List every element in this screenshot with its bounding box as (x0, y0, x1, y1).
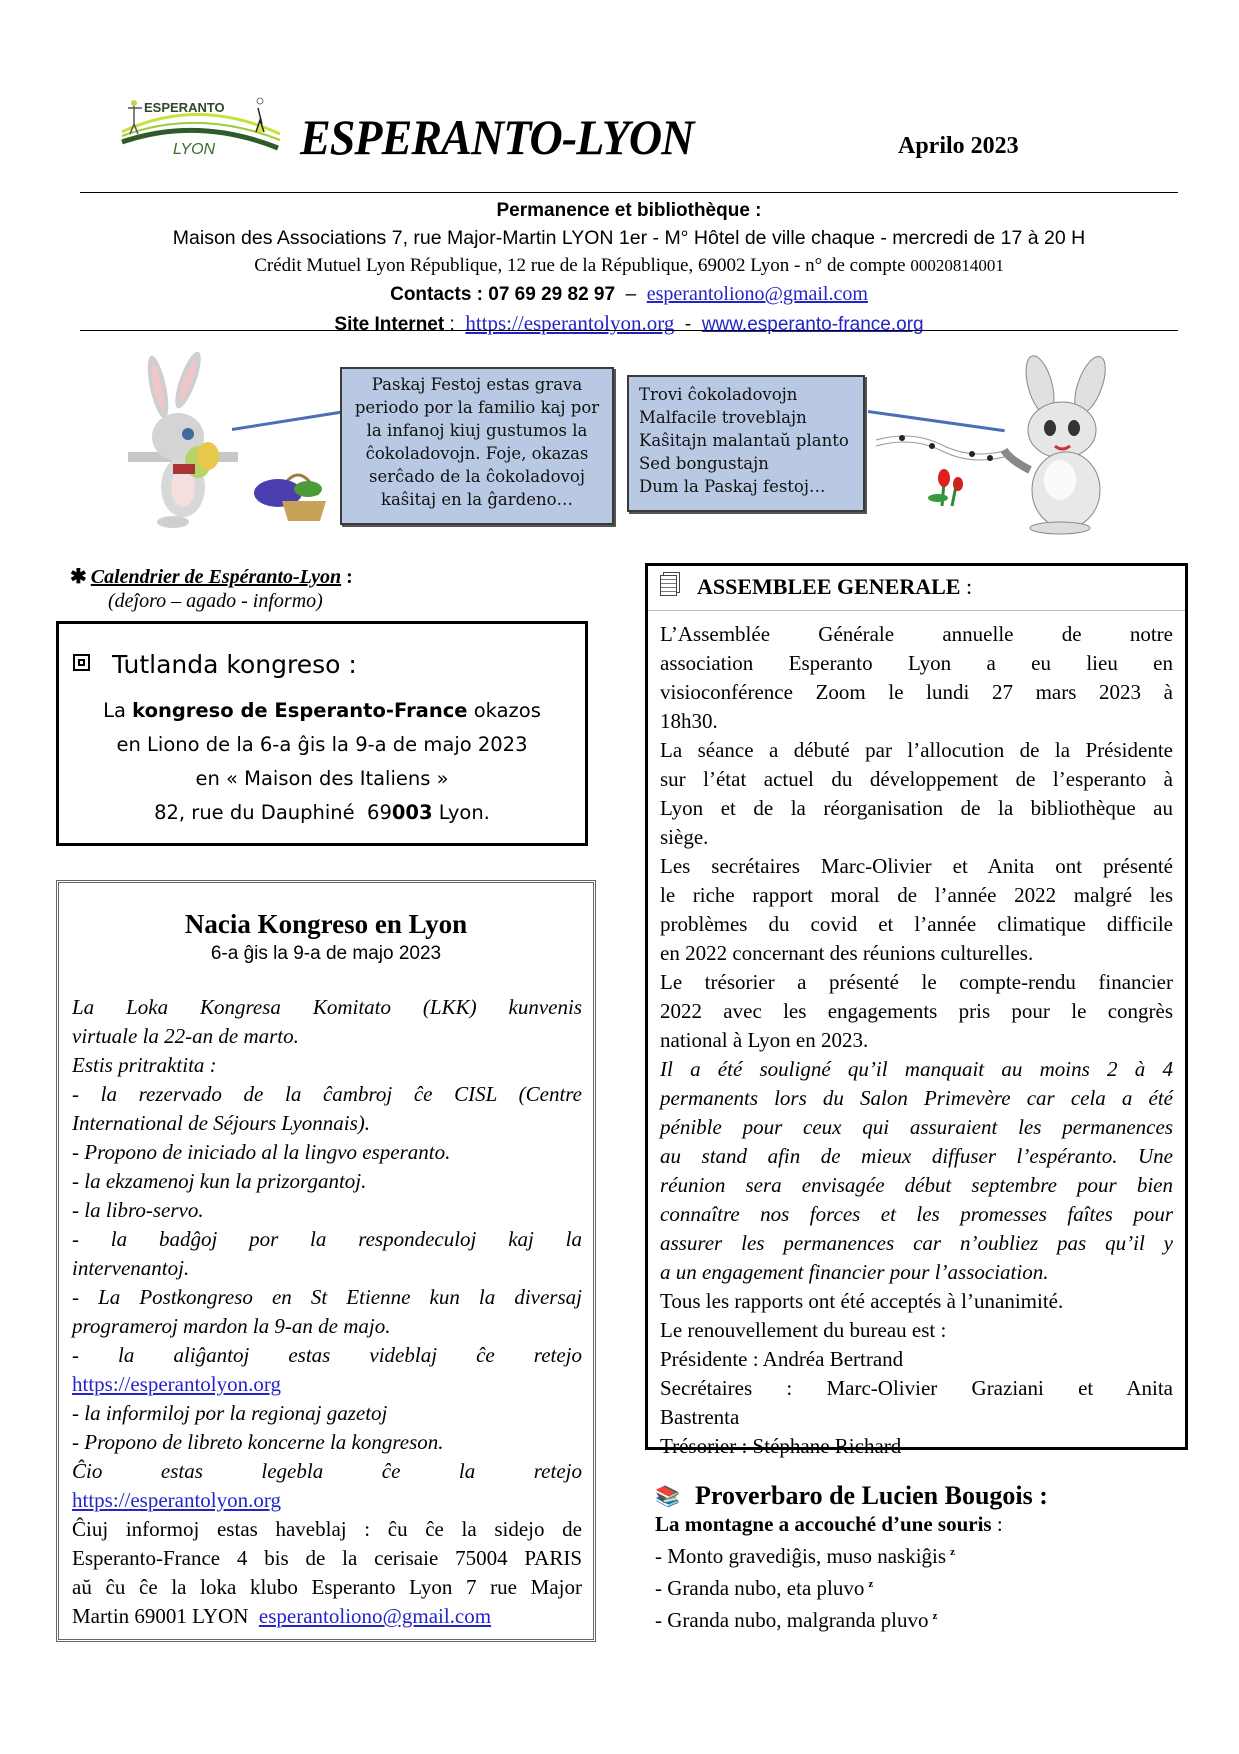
text-line-content: sur l’état actuel du développement de l’esperanto à (660, 767, 1173, 791)
contacts-label: Contacts : 07 69 29 82 97 (390, 284, 616, 305)
books-icon: 📚 (655, 1486, 680, 1508)
text-line (660, 1316, 1173, 1345)
proverb-item (655, 1602, 1185, 1634)
proverb-mark: z (950, 1546, 955, 1558)
text-line (72, 1370, 582, 1399)
site-colon: : (444, 314, 466, 335)
proverb-french (655, 1511, 1185, 1538)
bubble2-line: Kaŝitajn malantaŭ planto (639, 431, 849, 450)
world-congress-title: Tutlanda kongreso : (112, 650, 357, 679)
text-line-content: Ĉio estas legebla ĉe la retejo (72, 1459, 582, 1483)
text-line (72, 1167, 582, 1196)
text-line-content: le riche rapport moral de l’année 2022 malgré les (660, 883, 1173, 907)
proverb-mark: z (932, 1610, 938, 1622)
general-assembly-colon: : (960, 574, 973, 599)
site-label: Site Internet (334, 314, 445, 335)
proverbs-section (655, 1481, 1185, 1634)
proverb-item (655, 1570, 1185, 1602)
congress-line-4-post: Lyon. (432, 801, 490, 824)
address-line: Maison des Associations 7, rue Major-Martin LYON 1er - M° Hôtel de ville chaque - mercredi de 17 à 20 H (172, 227, 1086, 249)
text-line (72, 1602, 582, 1631)
proverb-mark: z (868, 1578, 874, 1590)
logo-top-text: ESPERANTO (144, 100, 225, 115)
proverbs-title: Proverbaro de Lucien Bougois : (695, 1481, 1048, 1510)
text-line-content: siège. (660, 825, 709, 849)
general-assembly-text (660, 620, 1173, 1461)
text-line (660, 1171, 1173, 1200)
bubble1-line: ĉokoladovojn. Foje, okazas (365, 444, 589, 463)
text-line-content: programeroj mardon la 9-an de majo. (72, 1314, 391, 1338)
text-line (660, 823, 1173, 852)
text-line (72, 1051, 582, 1080)
text-line (72, 1312, 582, 1341)
bank-text: Crédit Mutuel Lyon République, 12 rue de la République, 69002 Lyon - n° de compte (254, 255, 911, 276)
text-line (660, 910, 1173, 939)
bubble2-line: Sed bongustajn (639, 454, 769, 473)
bubble2-line: Trovi ĉokoladovojn (639, 385, 798, 404)
info-divider (80, 330, 1178, 331)
text-line (660, 1403, 1173, 1432)
text-line-content: - la libro-servo. (72, 1198, 204, 1222)
text-line (72, 1138, 582, 1167)
proverb-text: - Granda nubo, eta pluvo (655, 1576, 865, 1600)
text-line (72, 1486, 582, 1515)
text-line-content: La Loka Kongresa Komitato (LKK) kunvenis (72, 995, 582, 1019)
text-line (72, 1457, 582, 1486)
text-line-content: national à Lyon en 2023. (660, 1028, 869, 1052)
text-line-content: Tous les rapports ont été acceptés à l’unanimité. (660, 1289, 1064, 1313)
text-line (660, 1200, 1173, 1229)
issue-date: Aprilo 2023 (898, 133, 1019, 159)
text-line-content: Esperanto-France 4 bis de la cerisaie 75004 PARIS (72, 1546, 582, 1570)
bank-line (80, 252, 1178, 280)
congress-line-2: en Liono de la 6-a ĝis la 9-a de majo 2023 (116, 733, 528, 756)
calendar-heading (70, 564, 353, 589)
text-line (660, 707, 1173, 736)
bubble1-line: la infanoj kiuj gustumos la (366, 421, 588, 440)
easter-bunny-right-illustration (1000, 350, 1130, 535)
bubble1-line: kaŝitaj en la ĝardeno… (380, 490, 574, 509)
asterisk-bullet-icon: ✱ (70, 566, 87, 588)
text-line-content: virtuale la 22-an de marto. (72, 1024, 299, 1048)
text-line (660, 1345, 1173, 1374)
text-line (660, 649, 1173, 678)
text-line (72, 993, 582, 1022)
text-line (72, 1573, 582, 1602)
text-line (72, 1109, 582, 1138)
text-line (72, 1515, 582, 1544)
website-link[interactable]: https://esperantolyon.org (72, 1488, 282, 1512)
text-line-content: - la ekzamenoj kun la prizorgantoj. (72, 1169, 367, 1193)
text-line (72, 1196, 582, 1225)
text-line (660, 881, 1173, 910)
congress-line-4-pre: 82, rue du Dauphiné 69 (154, 801, 392, 824)
text-line-content: pénible pour ceux qui assuraient les permanences (660, 1115, 1173, 1139)
text-line (660, 1113, 1173, 1142)
site-link-esperantolyon[interactable]: https://esperantolyon.org (465, 311, 675, 335)
national-congress-text (72, 993, 582, 1631)
text-line (72, 1022, 582, 1051)
general-assembly-title: ASSEMBLEE GENERALE (697, 574, 961, 599)
text-line (660, 678, 1173, 707)
text-line (72, 1341, 582, 1370)
text-line-content: - Propono de libreto koncerne la kongreson. (72, 1430, 444, 1454)
text-line-content: visioconférence Zoom le lundi 27 mars 2023 à (660, 680, 1173, 704)
text-line (72, 1283, 582, 1312)
calendar-title: Calendrier de Espéranto-Lyon (90, 566, 342, 588)
text-line (660, 1142, 1173, 1171)
text-line-content: - La Postkongreso en St Etienne kun la diversaj (72, 1285, 582, 1309)
congress-line-1 (59, 694, 585, 728)
text-line-content: Estis pritraktita : (72, 1053, 217, 1077)
text-line-content: Martin 69001 LYON (72, 1604, 259, 1628)
text-line (660, 852, 1173, 881)
contact-email-link[interactable]: esperantoliono@gmail.com (646, 283, 868, 305)
proverbs-heading (655, 1481, 1185, 1511)
bubble1-line: serĉado de la ĉokoladovoj (369, 467, 585, 486)
calendar-colon: : (341, 566, 353, 588)
world-congress-body (59, 694, 585, 830)
text-line-content: permanents lors du Salon Primevère car cela a été (660, 1086, 1173, 1110)
text-line (660, 1055, 1173, 1084)
heading-separator (648, 610, 1185, 611)
congress-line-1-post: okazos (467, 699, 541, 722)
easter-speech-bubble-left (340, 367, 614, 525)
bubble2-line: Dum la Paskaj festoj… (639, 477, 826, 496)
bubble1-line: periodo por la familio kaj por (354, 398, 600, 417)
logo-bottom-text: LYON (173, 141, 216, 158)
email-link[interactable]: esperantoliono@gmail.com (258, 1604, 492, 1628)
text-line-content: Les secrétaires Marc-Olivier et Anita ont présenté (660, 854, 1173, 878)
text-line (660, 1258, 1173, 1287)
text-line (660, 968, 1173, 997)
text-line-content: - la aliĝantoj estas videblaj ĉe retejo (72, 1343, 582, 1367)
proverb-french-text: La montagne a accouché d’une souris (655, 1512, 992, 1536)
text-line (660, 765, 1173, 794)
text-line (72, 1225, 582, 1254)
text-line (660, 736, 1173, 765)
general-assembly-heading (660, 574, 972, 600)
text-line-content: Ĉiuj informoj estas haveblaj : ĉu ĉe la sidejo de (72, 1517, 582, 1541)
text-line (660, 794, 1173, 823)
text-line (72, 1080, 582, 1109)
text-line-content: connaître nos forces et les promesses faîtes pour (660, 1202, 1173, 1226)
congress-line-3: en « Maison des Italiens » (195, 767, 449, 790)
text-line (660, 1026, 1173, 1055)
text-line-content: - la rezervado de la ĉambroj ĉe CISL (Centre (72, 1082, 582, 1106)
text-line-content: Il a été souligné qu’il manquait au moins 2 à 4 (660, 1057, 1173, 1081)
text-line-content: Trésorier : Stéphane Richard (660, 1434, 902, 1458)
proverb-text: - Granda nubo, malgranda pluvo (655, 1608, 929, 1632)
text-line-content: Le trésorier a présenté le compte-rendu financier (660, 970, 1173, 994)
calendar-subtitle: (deĵoro – agado - informo) (108, 590, 323, 612)
text-line-content: en 2022 concernant des réunions culturelles. (660, 941, 1034, 965)
site-link-esperanto-france[interactable]: www.esperanto-france.org (701, 314, 924, 335)
violet-basket-illustration (248, 455, 338, 527)
text-line-content: assurer les permanences car n’oubliez pas qu’il y (660, 1231, 1173, 1255)
bubble2-line: Malfacile troveblajn (639, 408, 807, 427)
text-line (660, 1374, 1173, 1403)
text-line (660, 997, 1173, 1026)
text-line-content: - la badĝoj por la respondeculoj kaj la (72, 1227, 582, 1251)
easter-bunny-left-illustration (128, 352, 248, 532)
text-line-content: intervenantoj. (72, 1256, 190, 1280)
text-line (660, 939, 1173, 968)
text-line-content: 18h30. (660, 709, 718, 733)
text-line-content: Secrétaires : Marc-Olivier Graziani et Anita (660, 1376, 1173, 1400)
text-line-content: - la informiloj por la regionaj gazetoj (72, 1401, 388, 1425)
site-line (80, 309, 1178, 339)
newsletter-title: ESPERANTO-LYON (300, 109, 694, 165)
text-line-content: au stand afin de mieux diffuser l’espéranto. Une (660, 1144, 1173, 1168)
congress-line-1-pre: La (103, 699, 133, 722)
text-line-content: réunion sera envisagée début septembre pour bien (660, 1173, 1173, 1197)
text-line-content: Le renouvellement du bureau est : (660, 1318, 947, 1342)
header-divider (80, 192, 1178, 193)
congress-line-4 (59, 796, 585, 830)
bank-account: 00020814001 (910, 256, 1004, 275)
text-line-content: International de Séjours Lyonnais). (72, 1111, 371, 1135)
national-congress-dates: 6-a ĝis la 9-a de majo 2023 (210, 943, 442, 964)
text-line (660, 1432, 1173, 1461)
text-line-content: Lyon et de la réorganisation de la bibliothèque au (660, 796, 1173, 820)
text-line-content: Bastrenta (660, 1405, 740, 1429)
proverb-text: - Monto gravediĝis, muso naskiĝis (655, 1544, 947, 1568)
text-line (660, 1229, 1173, 1258)
site-sep: - (674, 314, 702, 335)
text-line-content: Présidente : Andréa Bertrand (660, 1347, 904, 1371)
document-icon (660, 575, 677, 596)
easter-speech-bubble-right (627, 375, 865, 512)
text-line (72, 1254, 582, 1283)
contacts-line (80, 280, 1178, 309)
bubble1-pointer (232, 411, 341, 431)
text-line-content: L’Assemblée Générale annuelle de notre (660, 622, 1173, 646)
bubble1-line: Paskaj Festoj estas grava (371, 375, 583, 394)
text-line (72, 1428, 582, 1457)
national-congress-box (56, 880, 596, 1642)
proverb-item (655, 1538, 1185, 1570)
text-line (660, 620, 1173, 649)
text-line-content: association Esperanto Lyon a eu lieu en (660, 651, 1173, 675)
esperanto-lyon-logo (118, 90, 283, 158)
contacts-sep: – (615, 284, 647, 305)
text-line (72, 1399, 582, 1428)
proverb-french-colon: : (991, 1512, 1003, 1536)
congress-line-4-bold: 003 (391, 801, 433, 824)
general-assembly-box (645, 563, 1188, 1458)
world-congress-box (56, 621, 588, 846)
text-line (72, 1544, 582, 1573)
world-congress-heading (73, 650, 357, 679)
text-line-content: 2022 avec les engagements pris pour le congrès (660, 999, 1173, 1023)
music-notes-tulips-illustration (872, 420, 1012, 510)
square-bullet-icon (73, 654, 90, 671)
national-congress-title: Nacia Kongreso en Lyon (184, 909, 468, 939)
text-line-content: a un engagement financier pour l’association. (660, 1260, 1049, 1284)
text-line (660, 1287, 1173, 1316)
website-link[interactable]: https://esperantolyon.org (72, 1372, 282, 1396)
text-line-content: - Propono de iniciado al la lingvo esperanto. (72, 1140, 451, 1164)
text-line-content: aŭ ĉu ĉe la loka klubo Esperanto Lyon 7 rue Major (72, 1575, 582, 1599)
contact-info (80, 198, 1178, 339)
permanence-heading: Permanence et bibliothèque : (496, 200, 762, 221)
text-line-content: La séance a débuté par l’allocution de la Présidente (660, 738, 1173, 762)
text-line (660, 1084, 1173, 1113)
text-line-content: problèmes du covid et l’année climatique difficile (660, 912, 1173, 936)
congress-line-1-bold: kongreso de Esperanto-France (132, 699, 468, 722)
